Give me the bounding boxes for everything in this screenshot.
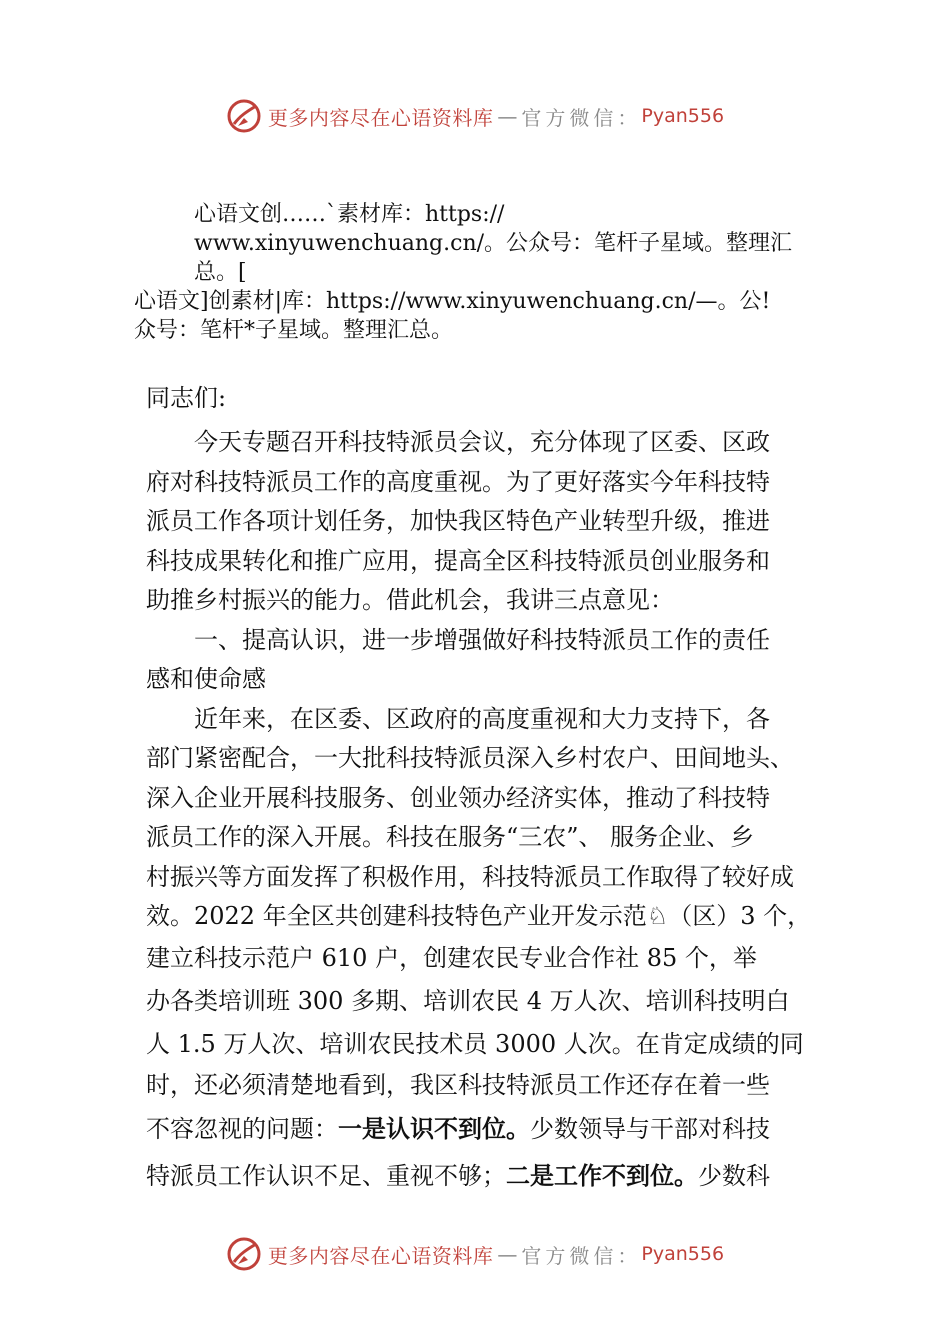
library-logo-icon xyxy=(226,98,262,134)
salutation: 同志们: xyxy=(146,384,227,412)
library-logo-icon xyxy=(226,1236,262,1272)
paragraph-line: 近年来，在区委、区政府的高度重视和大力支持下，各 xyxy=(194,705,770,733)
paragraph-line: 建立科技示范户 610 户，创建农民专业合作社 85 个，举 xyxy=(146,944,757,972)
source-notice-line: 众号：笔杆*子星域。整理汇总。 xyxy=(134,318,454,343)
banner-wechat-id: Pyan556 xyxy=(641,105,725,127)
emphasis-text: 一是认识不到位。 xyxy=(338,1115,530,1143)
line-text: 特派员工作认识不足、重视不够； xyxy=(146,1162,506,1190)
paragraph-line: 深入企业开展科技服务、创业领办经济实体，推动了科技特 xyxy=(146,784,770,812)
paragraph-line: 办各类培训班 300 多期、培训农民 4 万人次、培训科技明白 xyxy=(146,987,790,1015)
footer-banner xyxy=(0,1234,950,1274)
paragraph-line: 科技成果转化和推广应用，提高全区科技特派员创业服务和 xyxy=(146,547,770,575)
section-heading-line: 感和使命感 xyxy=(146,665,266,693)
paragraph-line: 府对科技特派员工作的高度重视。为了更好落实今年科技特 xyxy=(146,468,770,496)
banner-lead-text: 更多内容尽在心语资料库 xyxy=(267,105,494,130)
paragraph-line xyxy=(146,1114,770,1144)
banner-wechat-id: Pyan556 xyxy=(641,1243,725,1265)
banner-dash: — xyxy=(497,104,518,128)
paragraph-line: 人 1.5 万人次、培训农民技术员 3000 人次。在肯定成绩的同 xyxy=(146,1030,804,1058)
paragraph-line: 派员工作各项计划任务，加快我区特色产业转型升级，推进 xyxy=(146,507,770,535)
paragraph-line: 时，还必须清楚地看到，我区科技特派员工作还存在着一些 xyxy=(146,1071,770,1099)
paragraph-line: 部门紧密配合，一大批科技特派员深入乡村农户、田间地头、 xyxy=(146,744,794,772)
paragraph-line: 今天专题召开科技特派员会议，充分体现了区委、区政 xyxy=(194,428,770,456)
source-notice-line: 心语文创……`素材库：https:// xyxy=(194,202,505,227)
source-notice-line: 总。[ xyxy=(194,260,247,285)
source-notice-line: www.xinyuwenchuang.cn/。公众号：笔杆子星域。整理汇 xyxy=(194,231,793,256)
banner-wechat-label: 官方微信： xyxy=(521,105,642,130)
paragraph-line: 助推乡村振兴的能力。借此机会，我讲三点意见： xyxy=(146,586,674,614)
paragraph-line: 村振兴等方面发挥了积极作用，科技特派员工作取得了较好成 xyxy=(146,863,794,891)
source-notice-line: 心语文]创素材|库：https://www.xinyuwenchuang.cn/—。公! xyxy=(134,289,771,314)
emphasis-text: 二是工作不到位。 xyxy=(506,1162,698,1190)
banner-dash: — xyxy=(497,1242,518,1266)
paragraph-line: 派员工作的深入开展。科技在服务“三农”、 服务企业、乡 xyxy=(146,823,755,851)
line-text: 少数领导与干部对科技 xyxy=(530,1115,770,1143)
paragraph-line xyxy=(146,1161,770,1191)
line-text: 不容忽视的问题： xyxy=(146,1115,338,1143)
header-banner xyxy=(0,96,950,136)
banner-lead-text: 更多内容尽在心语资料库 xyxy=(267,1243,494,1268)
line-text: 少数科 xyxy=(698,1162,770,1190)
banner-wechat-label: 官方微信： xyxy=(521,1243,642,1268)
paragraph-line: 效。2022 年全区共创建科技特色产业开发示范♘（区）3 个， xyxy=(146,902,812,930)
section-heading-line: 一、提高认识，进一步增强做好科技特派员工作的责任 xyxy=(194,626,770,654)
